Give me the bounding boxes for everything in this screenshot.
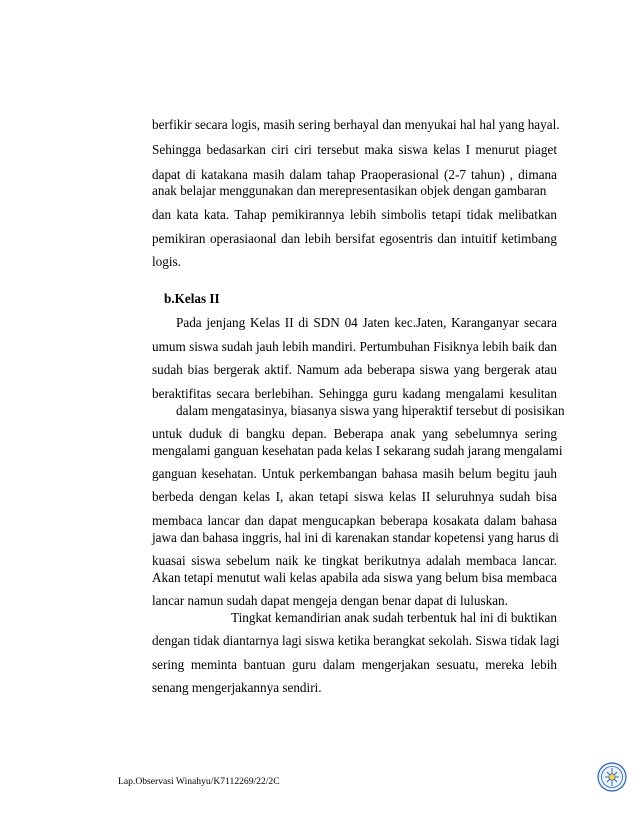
paragraph-3-line: sering meminta bantuan guru dalam mengerjakan sesuatu, mereka lebih [152,657,557,672]
paragraph-1-line: pemikiran operasiaonal dan lebih bersifat egosentris dan intuitif ketimbang [152,231,557,246]
paragraph-2-line: Pada jenjang Kelas II di SDN 04 Jaten kec.Jaten, Karanganyar secara [176,315,557,330]
university-seal-icon [597,762,627,792]
paragraph-2-line: lancar namun sudah dapat mengeja dengan benar dapat di luluskan. [152,593,508,608]
paragraph-3-line: Tingkat kemandirian anak sudah terbentuk hal ini di buktikan [231,610,557,625]
paragraph-1-line: berfikir secara logis, masih sering berhayal dan menyukai hal hal yang hayal. [152,117,560,132]
paragraph-2-line: dalam mengatasinya, biasanya siswa yang hiperaktif tersebut di posisikan [176,403,565,418]
paragraph-2-line: sudah bias bergerak aktif. Namum ada beberapa siswa yang bergerak atau [152,362,557,377]
paragraph-2-line: kuasai siswa sebelum naik ke tingkat berikutnya adalah membaca lancar. [152,553,557,568]
paragraph-2-line: untuk duduk di bangku depan. Beberapa anak yang sebelumnya sering [152,426,557,441]
footer-reference: Lap.Observasi Winahyu/K7112269/22/2C [118,776,280,787]
paragraph-1-line: Sehingga bedasarkan ciri ciri tersebut maka siswa kelas I menurut piaget [152,142,557,157]
paragraph-1-line: logis. [152,254,181,269]
paragraph-1-line: anak belajar menggunakan dan merepresentasikan objek dengan gambaran [152,183,547,198]
paragraph-2-line: umum siswa sudah jauh lebih mandiri. Pertumbuhan Fisiknya lebih baik dan [152,339,557,354]
paragraph-2-line: Akan tetapi menutut wali kelas apabila ada siswa yang belum bisa membaca [152,570,557,585]
paragraph-2-line: membaca lancar dan dapat mengucapkan beberapa kosakata dalam bahasa [152,513,557,528]
section-heading: b.Kelas II [164,291,220,306]
paragraph-2-line: mengalami ganguan kesehatan pada kelas I sekarang sudah jarang mengalami [152,443,563,458]
paragraph-3-line: dengan tidak diantarnya lagi siswa ketika berangkat sekolah. Siswa tidak lagi [152,633,560,648]
paragraph-2-line: jawa dan bahasa inggris, hal ini di karenakan standar kopetensi yang harus di [152,530,559,545]
paragraph-3-line: senang mengerjakannya sendiri. [152,680,322,695]
paragraph-2-line: berbeda dengan kelas I, akan tetapi siswa kelas II seluruhnya sudah bisa [152,489,557,504]
paragraph-1-line: dapat di katakana masih dalam tahap Praoperasional (2-7 tahun) , dimana [152,167,557,182]
paragraph-2-line: beraktifitas secara berlebihan. Sehingga guru kadang mengalami kesulitan [152,386,557,401]
paragraph-2-line: ganguan kesehatan. Untuk perkembangan bahasa masih belum begitu jauh [152,466,557,481]
paragraph-1-line: dan kata kata. Tahap pemikirannya lebih simbolis tetapi tidak melibatkan [152,207,557,222]
